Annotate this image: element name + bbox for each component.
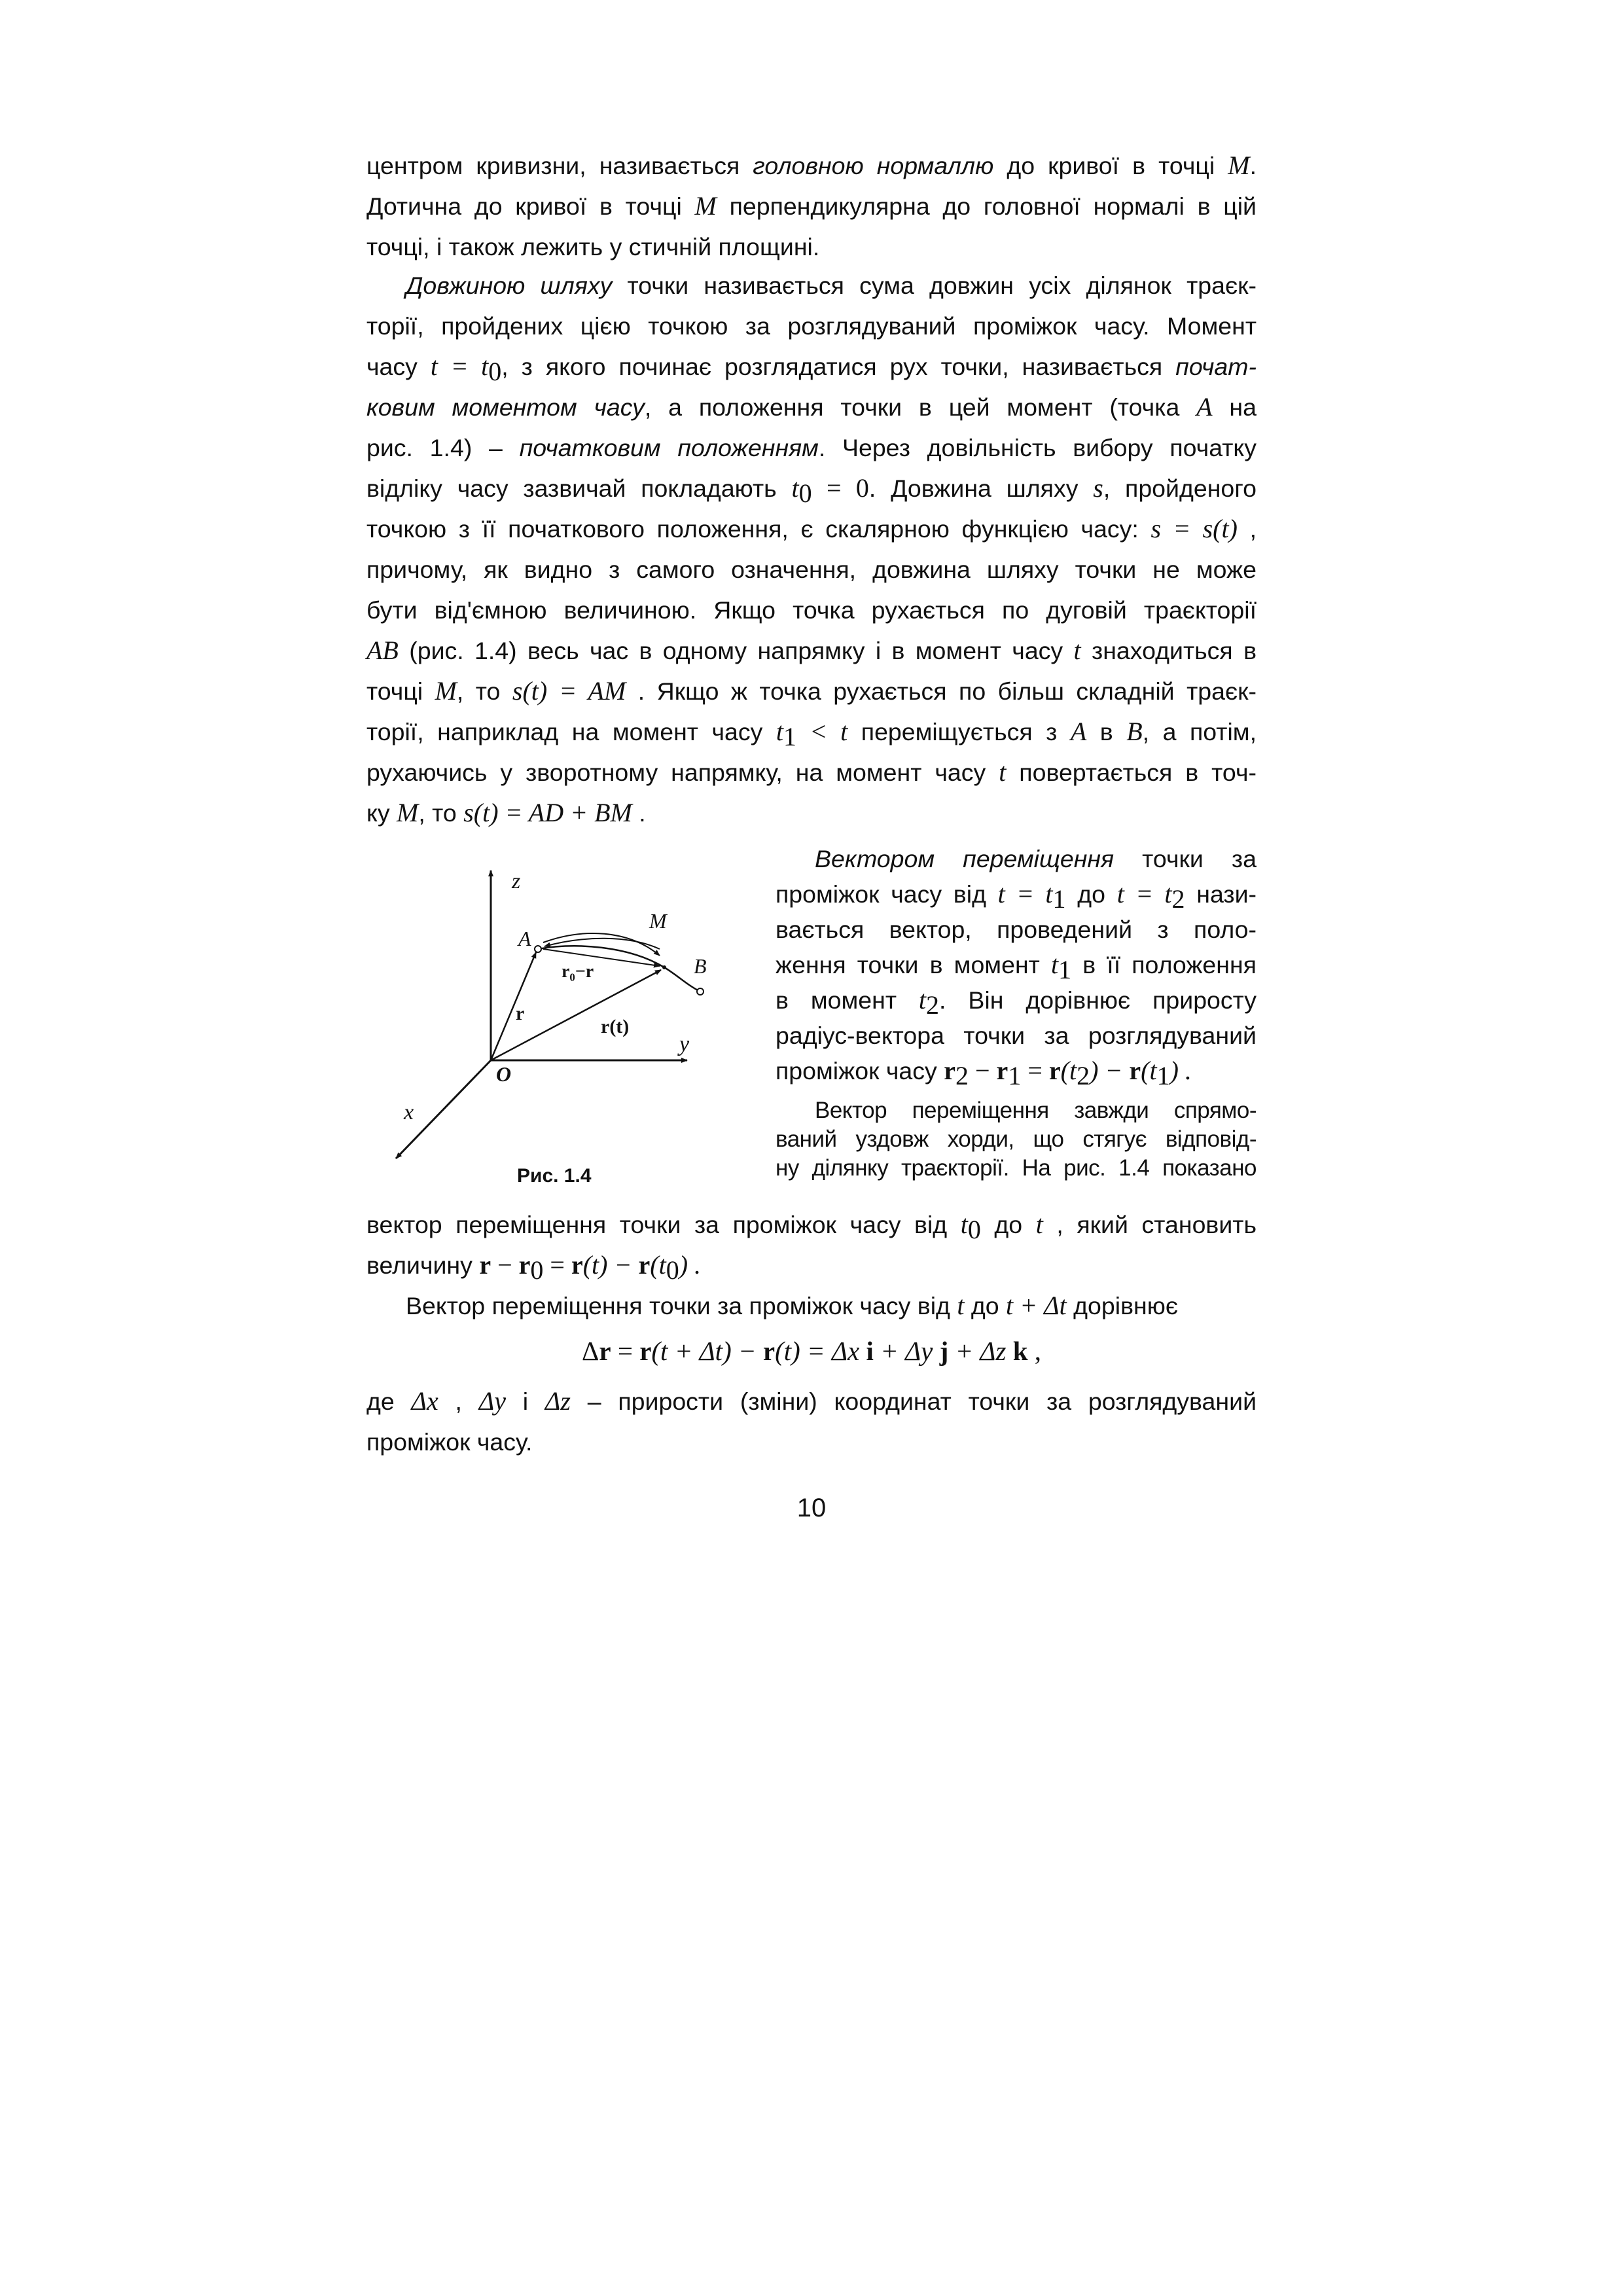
label-r: r — [516, 1003, 525, 1024]
text-line: рис. 1.4) – початковим положенням. Через довільність вибору початку — [366, 434, 1257, 461]
text-line: причому, як видно з самого означення, довжина шляху точки не може — [366, 556, 1257, 583]
point-b — [697, 988, 704, 995]
label-o: O — [496, 1062, 512, 1086]
text-line: проміжок часу. — [366, 1428, 533, 1456]
text-line: торії, наприклад на момент часу $t_1 < t$ переміщується з A в B, а потім, — [366, 717, 1257, 751]
text-line: точкою з її початкового положення, є скалярною функцією часу: s = s(t) , — [366, 514, 1257, 543]
text-line: точці, і також лежить у стичній площині. — [366, 233, 820, 260]
label-x: x — [404, 1100, 414, 1124]
label-r0-r: r₀−r — [562, 961, 594, 982]
paragraph-displacement-bottom — [366, 1204, 1257, 1326]
text-line: проміжок часу від $t = t_1$ до $t = t_2$ нази- — [776, 879, 1257, 914]
paragraph-chord — [776, 1096, 1257, 1183]
paragraph-path-length — [366, 265, 1257, 833]
text-line: бути від'ємною величиною. Якщо точка рухається по дуговій траєкторії — [366, 596, 1257, 624]
text-line: величину $r - r_0 = r(t) - r(t_0)$ . — [366, 1250, 702, 1285]
text-line: Довжиною шляху точки називається сума довжин усіх ділянок траєк- — [406, 272, 1257, 299]
label-m: M — [649, 909, 667, 933]
text-line: часу $t = t_0$, з якого починає розглядатися рух точки, називається почат- — [366, 351, 1257, 386]
paragraph-principal-normal — [366, 145, 1257, 267]
label-z: z — [512, 869, 521, 893]
figure-1-4 — [366, 851, 733, 1204]
text-line: ну ділянку траєкторії. На рис. 1.4 показано — [776, 1155, 1257, 1181]
text-line: торії, пройдених цією точкою за розглядуваний проміжок часу. Момент — [366, 312, 1257, 340]
label-b: B — [694, 954, 707, 978]
text-line: вектор переміщення точки за проміжок часу від $t_0$ до t , який становить — [366, 1210, 1257, 1244]
label-a: A — [518, 927, 531, 950]
text-line: де Δx , Δy і Δz – прирости (зміни) координат точки за розглядуваний — [366, 1386, 1257, 1416]
text-line: Вектор переміщення точки за проміжок часу від t до t + Δt дорівнює — [406, 1291, 1178, 1320]
page-number: 10 — [796, 1494, 827, 1522]
text-line: радіус-вектора точки за розглядуваний — [776, 1022, 1257, 1049]
text-line: відліку часу зазвичай покладають $t_0 = 0$. Довжина шляху s, пройденого — [366, 473, 1257, 508]
text-line: точці M, то s(t) = AM . Якщо ж точка рухається по більш складній траєк- — [366, 676, 1257, 706]
text-line: Вектором переміщення точки за — [815, 845, 1257, 872]
text-line: ваний уздовж хорди, що стягує відповід- — [776, 1126, 1257, 1152]
text-line: рухаючись у зворотному напрямку, на момент часу t повертається в точ- — [366, 757, 1257, 787]
figure-caption: Рис. 1.4 — [517, 1165, 592, 1187]
paragraph-displacement-vector — [776, 841, 1257, 1088]
text-line: Вектор переміщення завжди спрямо- — [815, 1098, 1257, 1123]
text-line: Дотична до кривої в точці M перпендикулярна до головної нормалі в цій — [366, 191, 1257, 221]
equation-delta-r: Δr = r(t + Δt) − r(t) = Δx i + Δy j + Δz k , — [582, 1336, 1041, 1366]
point-a — [535, 946, 541, 952]
text-line: ковим моментом часу, а положення точки в цей момент (точка A на — [366, 392, 1257, 422]
text-line: ку M, то s(t) = AD + BM . — [366, 798, 646, 827]
text-line: вається вектор, проведений з поло- — [776, 916, 1257, 943]
paragraph-increments — [366, 1381, 1257, 1462]
label-rt: r(t) — [601, 1016, 630, 1037]
point-m — [662, 965, 666, 969]
text-line: в момент $t_2$. Він дорівнює приросту — [776, 985, 1257, 1020]
vector-r — [491, 952, 536, 1060]
label-y: y — [679, 1032, 690, 1056]
text-line: ження точки в момент $t_1$ в її положення — [776, 950, 1257, 984]
text-line: AB (рис. 1.4) весь час в одному напрямку і в момент часу t знаходиться в — [366, 636, 1257, 665]
text-line: центром кривизни, називається головною нормаллю до кривої в точці M. — [366, 151, 1257, 180]
text-line: проміжок часу $r_2 - r_1 = r(t_2) - r(t_1)$ . — [776, 1056, 1192, 1090]
